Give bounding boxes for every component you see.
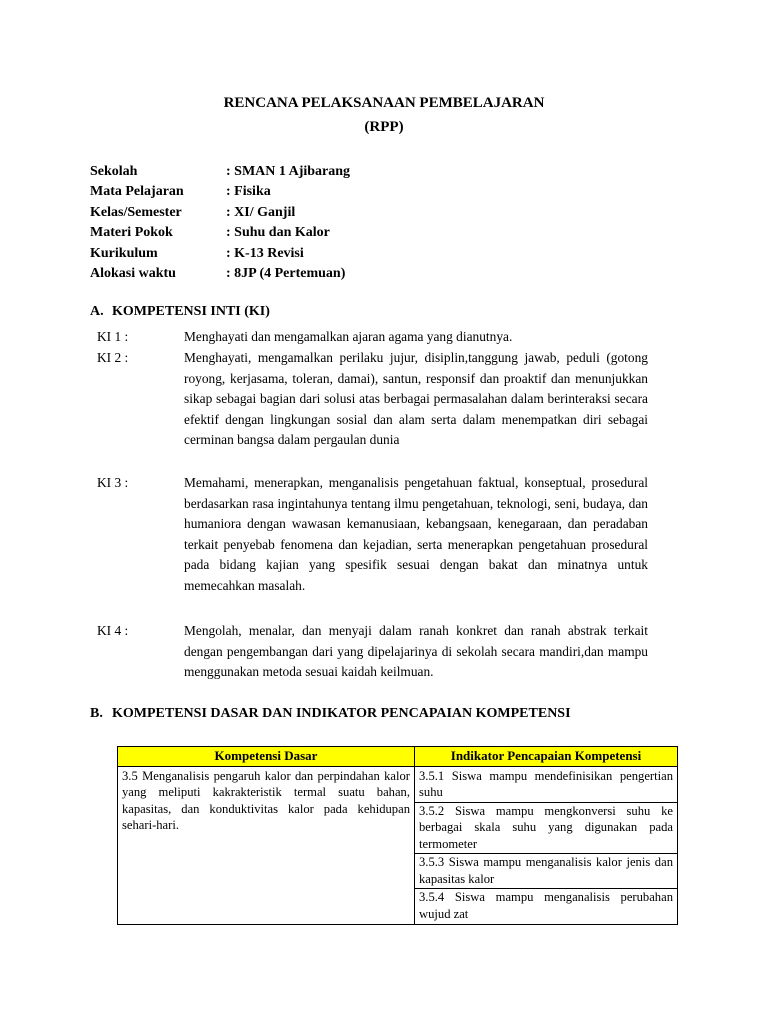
competency-table [117,746,678,925]
ki-item [97,327,648,348]
indicator-cell [415,766,678,925]
table-header-kd: Kompetensi Dasar [118,747,415,767]
ki-text: Menghayati dan mengamalkan ajaran agama yang dianutnya. [184,329,513,344]
kd-cell: 3.5 Menganalisis pengaruh kalor dan perpindahan kalor yang meliputi kakrakteristik termal suatu bahan, kapasitas, dan konduktivitas kalor pada kehidupan sehari-hari. [118,766,415,925]
table-row [118,766,678,925]
identity-row-kelas [90,203,350,223]
identity-row-alokasi [90,264,350,284]
section-title: KOMPETENSI INTI (KI) [112,304,270,319]
document-subtitle: (RPP) [364,119,404,135]
identity-label: Kurikulum [90,245,158,261]
section-a-heading [90,304,270,320]
indicator-item: 3.5.2 Siswa mampu mengkonversi suhu ke berbagai skala suhu yang digunakan pada termometer [415,803,677,855]
identity-value: : Fisika [226,184,271,200]
ki-item [97,348,648,451]
indicator-item: 3.5.1 Siswa mampu mendefinisikan pengertian suhu [415,768,677,803]
identity-row-mapel [90,182,350,202]
document-title: RENCANA PELAKSANAAN PEMBELAJARAN [223,95,545,111]
ki-text: Memahami, menerapkan, menganalisis pengetahuan faktual, konseptual, prosedural berdasarkan rasa ingintahunya tentang ilmu pengetahuan, teknologi, seni, budaya, dan humaniora dengan wawasan kemanusiaan, kebangsaan, kenegaraan, dan peradaban terkait penyebab fenomena dan kejadian, serta menerapkan pengetahuan prosedural pada bidang kajian yang spesifik sesuai dengan bakat dan minatnya untuk memecahkan masalah. [184,475,648,593]
indicator-item: 3.5.4 Siswa mampu menganalisis perubahan wujud zat [419,890,673,921]
identity-label: Alokasi waktu [90,265,176,281]
section-number: A. [90,304,104,319]
identity-block [90,162,350,284]
ki-text: Mengolah, menalar, dan menyaji dalam ranah konkret dan ranah abstrak terkait dengan pengembangan dari yang dipelajarinya di sekolah secara mandiri,dan mampu menggunakan metoda sesuai kaidah keilmuan. [184,623,648,679]
table-header-row [118,747,678,767]
section-title: KOMPETENSI DASAR DAN INDIKATOR PENCAPAIAN KOMPETENSI [112,706,571,721]
identity-value: : 8JP (4 Pertemuan) [226,265,346,281]
indicator-item: 3.5.3 Siswa mampu menganalisis kalor jenis dan kapasitas kalor [415,854,677,889]
ki-label: KI 2 : [97,350,129,365]
identity-label: Kelas/Semester [90,204,182,220]
ki-text: Menghayati, mengamalkan perilaku jujur, disiplin,tanggung jawab, peduli (gotong royong, kerjasama, toleran, damai), santun, responsif dan proaktif dan menunjukkan sikap sebagai bagian dari solusi atas berbagai permasalahan dalam berinteraksi secara efektif dengan lingkungan sosial dan alam serta dalam menempatkan diri sebagai cerminan bangsa dalam pergaulan dunia [184,350,648,447]
section-b-heading [90,706,571,722]
ki-label: KI 3 : [97,475,129,490]
identity-value: : K-13 Revisi [226,245,304,261]
identity-label: Sekolah [90,164,138,179]
ki-item [97,621,648,683]
identity-row-materi [90,223,350,243]
ki-label: KI 1 : [97,329,129,344]
ki-item [97,473,648,596]
identity-label: Materi Pokok [90,225,173,241]
table-header-indicator: Indikator Pencapaian Kompetensi [415,747,678,767]
identity-value: : Suhu dan Kalor [226,225,330,241]
identity-value: : SMAN 1 Ajibarang [226,164,351,179]
identity-label: Mata Pelajaran [90,184,184,200]
ki-label: KI 4 : [97,623,129,638]
section-number: B. [90,706,103,721]
identity-value: : XI/ Ganjil [226,204,296,220]
identity-row-sekolah [90,162,350,182]
identity-row-kurikulum [90,244,350,264]
